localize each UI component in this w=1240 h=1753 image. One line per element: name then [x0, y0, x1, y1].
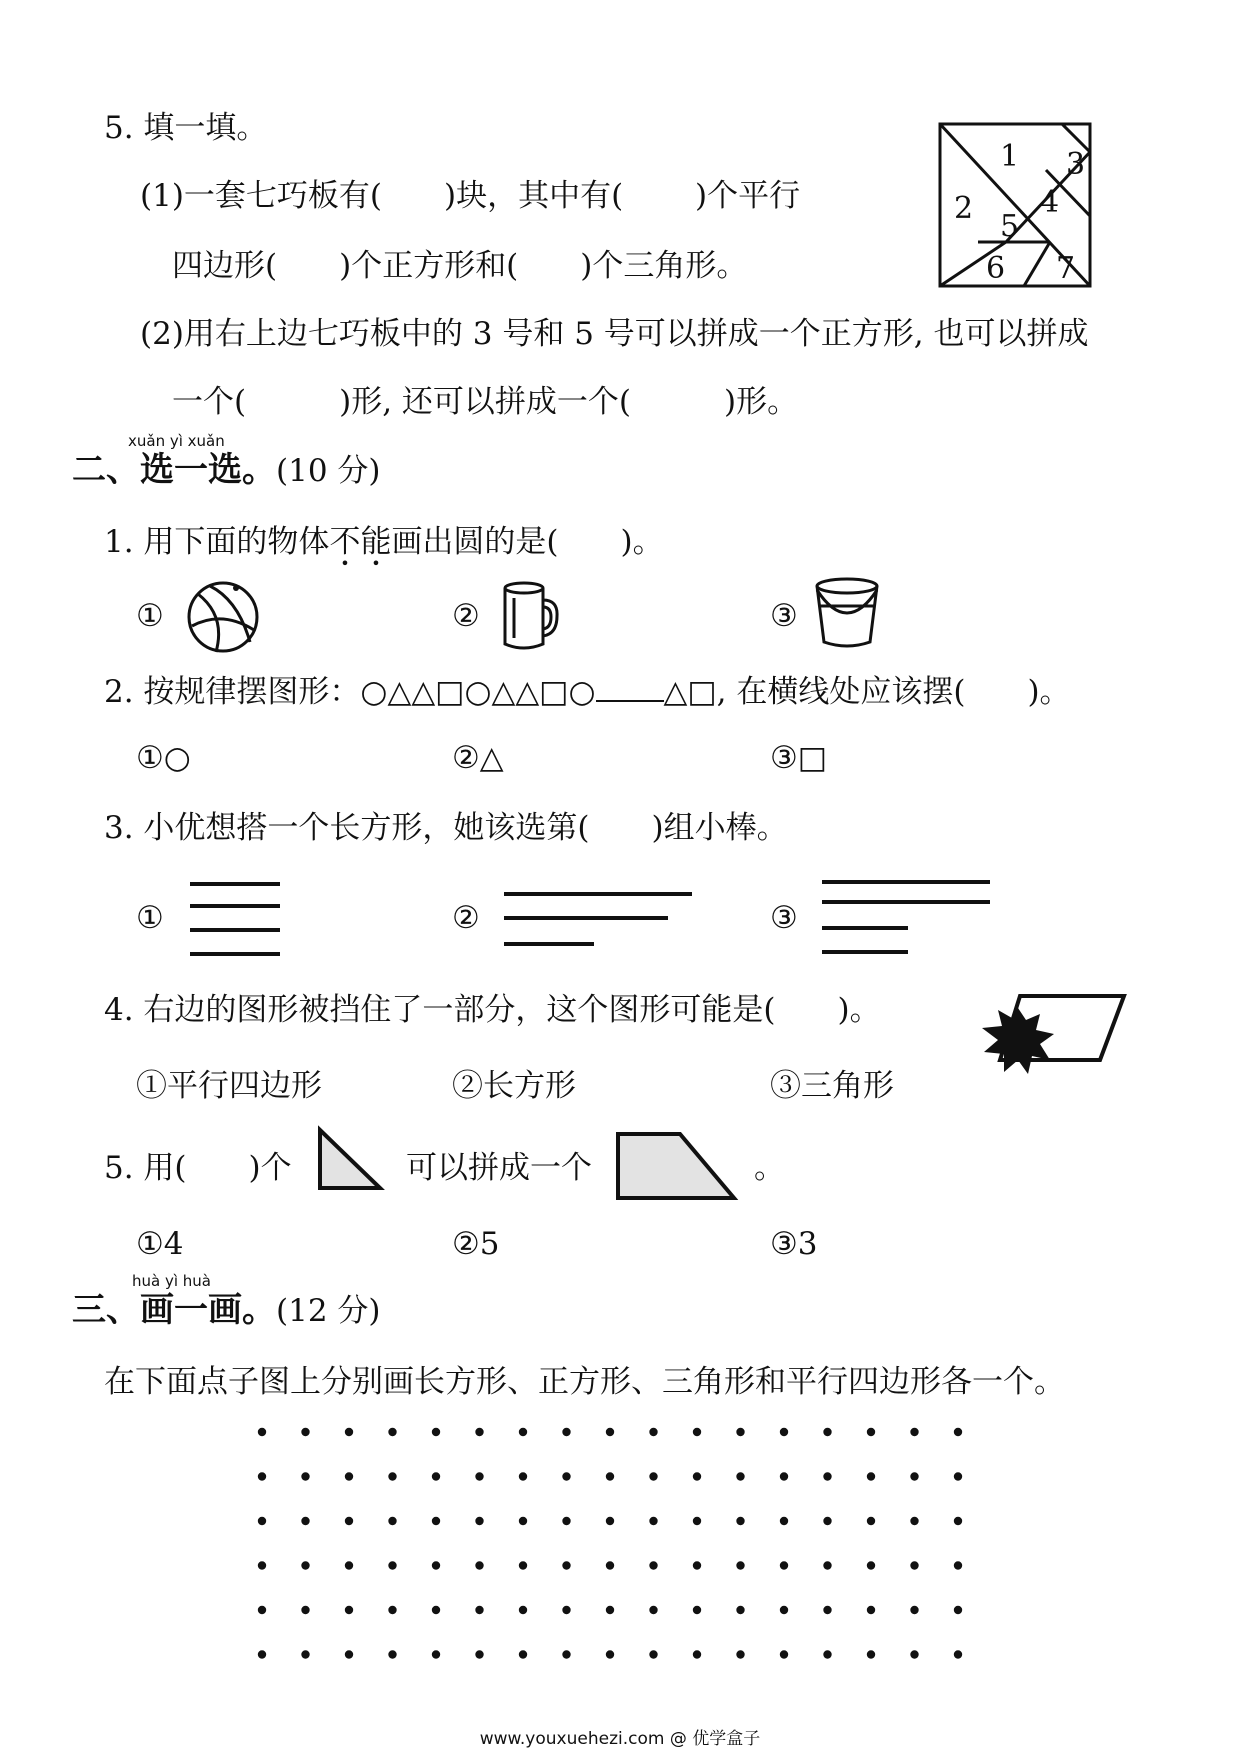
grid-dot[interactable]	[606, 1650, 614, 1658]
s2-q2-blank[interactable]	[596, 676, 664, 702]
grid-dot[interactable]	[649, 1561, 657, 1569]
section3-heading	[72, 1288, 381, 1333]
grid-dot[interactable]	[910, 1561, 918, 1569]
grid-dot[interactable]	[910, 1472, 918, 1480]
grid-dot[interactable]	[388, 1650, 396, 1658]
grid-dot[interactable]	[388, 1472, 396, 1480]
grid-dot[interactable]	[345, 1517, 353, 1525]
grid-dot[interactable]	[693, 1428, 701, 1436]
grid-dot[interactable]	[432, 1472, 440, 1480]
grid-dot[interactable]	[475, 1606, 483, 1614]
s2-q3-option-2: ②	[452, 900, 480, 936]
s2-q5-option-2: ②5	[452, 1226, 500, 1262]
tangram-label-7: 7	[1056, 251, 1076, 286]
tangram-label-1: 1	[1000, 139, 1020, 174]
s2-q2-text	[104, 672, 1071, 712]
grid-dot[interactable]	[780, 1606, 788, 1614]
section2-score: (10 分)	[276, 453, 381, 489]
grid-dot[interactable]	[823, 1428, 831, 1436]
grid-dot[interactable]	[910, 1428, 918, 1436]
grid-dot[interactable]	[823, 1561, 831, 1569]
grid-dot[interactable]	[867, 1561, 875, 1569]
q5-part1-line1: (1)一套七巧板有( )块，其中有( )个平行	[140, 178, 801, 214]
grid-dot[interactable]	[867, 1472, 875, 1480]
s2-q4-option-1: ①平行四边形	[136, 1068, 322, 1104]
grid-dot[interactable]	[388, 1517, 396, 1525]
small-triangle-shape	[316, 1126, 384, 1192]
grid-dot[interactable]	[432, 1428, 440, 1436]
grid-dot[interactable]	[562, 1517, 570, 1525]
grid-dot[interactable]	[432, 1606, 440, 1614]
grid-dot[interactable]	[258, 1606, 266, 1614]
tangram-label-2: 2	[954, 191, 974, 226]
grid-dot[interactable]	[954, 1606, 962, 1614]
grid-dot[interactable]	[910, 1606, 918, 1614]
grid-dot[interactable]	[475, 1472, 483, 1480]
s2-q4-text: 4. 右边的图形被挡住了一部分，这个图形可能是( )。	[104, 992, 881, 1028]
grid-dot[interactable]	[519, 1561, 527, 1569]
grid-dot[interactable]	[606, 1606, 614, 1614]
grid-dot[interactable]	[693, 1650, 701, 1658]
grid-dot[interactable]	[780, 1650, 788, 1658]
grid-dot[interactable]	[649, 1606, 657, 1614]
grid-dot[interactable]	[823, 1650, 831, 1658]
grid-dot[interactable]	[823, 1606, 831, 1614]
tangram-figure	[938, 122, 1092, 288]
grid-dot[interactable]	[693, 1517, 701, 1525]
grid-dot[interactable]	[736, 1428, 744, 1436]
section3-score: (12 分)	[276, 1293, 381, 1329]
grid-dot[interactable]	[954, 1517, 962, 1525]
grid-dot[interactable]	[780, 1428, 788, 1436]
grid-dot[interactable]	[562, 1428, 570, 1436]
section3-title: 三、画一画。	[72, 1290, 276, 1330]
s2-q5-option-1: ①4	[136, 1226, 184, 1262]
s2-q2-prefix: 2. 按规律摆图形：○△△□○△△□○	[104, 674, 596, 710]
mug-icon	[502, 580, 560, 652]
s2-q5-prefix: 5. 用( )个	[104, 1150, 292, 1186]
s2-q1-prefix: 1. 用下面的物体	[104, 524, 330, 560]
s2-q5-middle: 可以拼成一个	[406, 1150, 592, 1186]
s2-q3-text: 3. 小优想搭一个长方形，她该选第( )组小棒。	[104, 810, 788, 846]
grid-dot[interactable]	[258, 1561, 266, 1569]
tangram-label-4: 4	[1040, 185, 1060, 220]
s2-q1-option-1: ①	[136, 598, 164, 634]
grid-dot[interactable]	[519, 1517, 527, 1525]
grid-dot[interactable]	[954, 1650, 962, 1658]
grid-dot[interactable]	[301, 1428, 309, 1436]
grid-dot[interactable]	[301, 1472, 309, 1480]
grid-dot[interactable]	[954, 1561, 962, 1569]
trapezoid-shape	[614, 1130, 738, 1202]
s2-q1-suffix: 画出圆的是( )。	[391, 524, 664, 560]
s2-q1-emph-2: 能	[360, 524, 392, 560]
grid-dot[interactable]	[519, 1650, 527, 1658]
s2-q1-option-2: ②	[452, 598, 480, 634]
grid-dot[interactable]	[258, 1428, 266, 1436]
grid-dot[interactable]	[301, 1561, 309, 1569]
grid-dot[interactable]	[780, 1561, 788, 1569]
grid-dot[interactable]	[519, 1606, 527, 1614]
grid-dot[interactable]	[736, 1561, 744, 1569]
grid-dot[interactable]	[345, 1650, 353, 1658]
grid-dot[interactable]	[345, 1428, 353, 1436]
grid-dot[interactable]	[475, 1428, 483, 1436]
s2-q4-option-3: ③三角形	[770, 1068, 894, 1104]
grid-dot[interactable]	[867, 1606, 875, 1614]
section2-pinyin: xuǎn yì xuǎn	[128, 432, 225, 450]
grid-dot[interactable]	[736, 1472, 744, 1480]
grid-dot[interactable]	[693, 1561, 701, 1569]
grid-dot[interactable]	[301, 1650, 309, 1658]
grid-dot[interactable]	[258, 1472, 266, 1480]
grid-dot[interactable]	[388, 1561, 396, 1569]
grid-dot[interactable]	[258, 1517, 266, 1525]
section2-title: 二、选一选。	[72, 450, 276, 490]
s2-q2-option-1: ①○	[136, 740, 191, 776]
s2-q4-option-2: ②长方形	[452, 1068, 576, 1104]
grid-dot[interactable]	[432, 1650, 440, 1658]
grid-dot[interactable]	[562, 1472, 570, 1480]
s2-q1-text	[104, 522, 664, 562]
grid-dot[interactable]	[780, 1472, 788, 1480]
grid-dot[interactable]	[736, 1606, 744, 1614]
grid-dot[interactable]	[345, 1606, 353, 1614]
hidden-shape-figure	[980, 990, 1130, 1086]
section3-instruction: 在下面点子图上分别画长方形、正方形、三角形和平行四边形各一个。	[104, 1364, 1065, 1400]
grid-dot[interactable]	[475, 1517, 483, 1525]
grid-dot[interactable]	[649, 1517, 657, 1525]
grid-dot[interactable]	[519, 1428, 527, 1436]
dot-grid[interactable]	[250, 1420, 990, 1670]
footer-watermark: www.youxuehezi.com @ 优学盒子	[479, 1729, 761, 1749]
grid-dot[interactable]	[823, 1472, 831, 1480]
sticks-group-2	[502, 890, 694, 948]
grid-dot[interactable]	[388, 1428, 396, 1436]
grid-dot[interactable]	[301, 1606, 309, 1614]
grid-dot[interactable]	[867, 1517, 875, 1525]
grid-dot[interactable]	[736, 1650, 744, 1658]
s2-q1-option-3: ③	[770, 598, 798, 634]
s2-q1-emph-1: 不	[329, 524, 361, 560]
grid-dot[interactable]	[649, 1472, 657, 1480]
grid-dot[interactable]	[345, 1561, 353, 1569]
grid-dot[interactable]	[954, 1428, 962, 1436]
grid-dot[interactable]	[475, 1561, 483, 1569]
grid-dot[interactable]	[345, 1472, 353, 1480]
section2-heading	[72, 448, 381, 493]
grid-dot[interactable]	[649, 1428, 657, 1436]
tangram-label-5: 5	[1000, 209, 1020, 244]
bucket-icon	[812, 576, 882, 650]
grid-dot[interactable]	[823, 1517, 831, 1525]
grid-dot[interactable]	[867, 1428, 875, 1436]
grid-dot[interactable]	[954, 1472, 962, 1480]
grid-dot[interactable]	[606, 1472, 614, 1480]
tangram-label-3: 3	[1066, 147, 1086, 182]
grid-dot[interactable]	[432, 1561, 440, 1569]
q5-title: 5. 填一填。	[104, 110, 268, 146]
grid-dot[interactable]	[562, 1650, 570, 1658]
q5-part2-line2: 一个( )形, 还可以拼成一个( )形。	[172, 384, 799, 420]
grid-dot[interactable]	[910, 1517, 918, 1525]
s2-q2-option-3: ③□	[770, 740, 828, 776]
grid-dot[interactable]	[388, 1606, 396, 1614]
sticks-group-1	[188, 880, 282, 958]
s2-q5-suffix: 。	[754, 1150, 785, 1186]
grid-dot[interactable]	[867, 1650, 875, 1658]
grid-dot[interactable]	[301, 1517, 309, 1525]
s2-q3-option-1: ①	[136, 900, 164, 936]
s2-q2-suffix: △□, 在横线处应该摆( )。	[663, 674, 1071, 710]
grid-dot[interactable]	[606, 1428, 614, 1436]
grid-dot[interactable]	[258, 1650, 266, 1658]
grid-dot[interactable]	[432, 1517, 440, 1525]
grid-dot[interactable]	[780, 1517, 788, 1525]
grid-dot[interactable]	[606, 1561, 614, 1569]
tangram-label-6: 6	[986, 251, 1006, 286]
grid-dot[interactable]	[475, 1650, 483, 1658]
grid-dot[interactable]	[519, 1472, 527, 1480]
grid-dot[interactable]	[562, 1561, 570, 1569]
grid-dot[interactable]	[693, 1606, 701, 1614]
s2-q2-option-2: ②△	[452, 740, 504, 776]
sticks-group-3	[820, 878, 992, 956]
section3-pinyin: huà yì huà	[132, 1272, 211, 1290]
basketball-icon	[186, 580, 260, 654]
splat-cover-icon	[982, 1008, 1054, 1074]
s2-q5-option-3: ③3	[770, 1226, 818, 1262]
grid-dot[interactable]	[693, 1472, 701, 1480]
grid-dot[interactable]	[736, 1517, 744, 1525]
s2-q3-option-3: ③	[770, 900, 798, 936]
q5-part1-line2: 四边形( )个正方形和( )个三角形。	[172, 248, 748, 284]
q5-part2-line1: (2)用右上边七巧板中的 3 号和 5 号可以拼成一个正方形, 也可以拼成	[140, 316, 1089, 352]
grid-dot[interactable]	[606, 1517, 614, 1525]
grid-dot[interactable]	[562, 1606, 570, 1614]
grid-dot[interactable]	[910, 1650, 918, 1658]
grid-dot[interactable]	[649, 1650, 657, 1658]
